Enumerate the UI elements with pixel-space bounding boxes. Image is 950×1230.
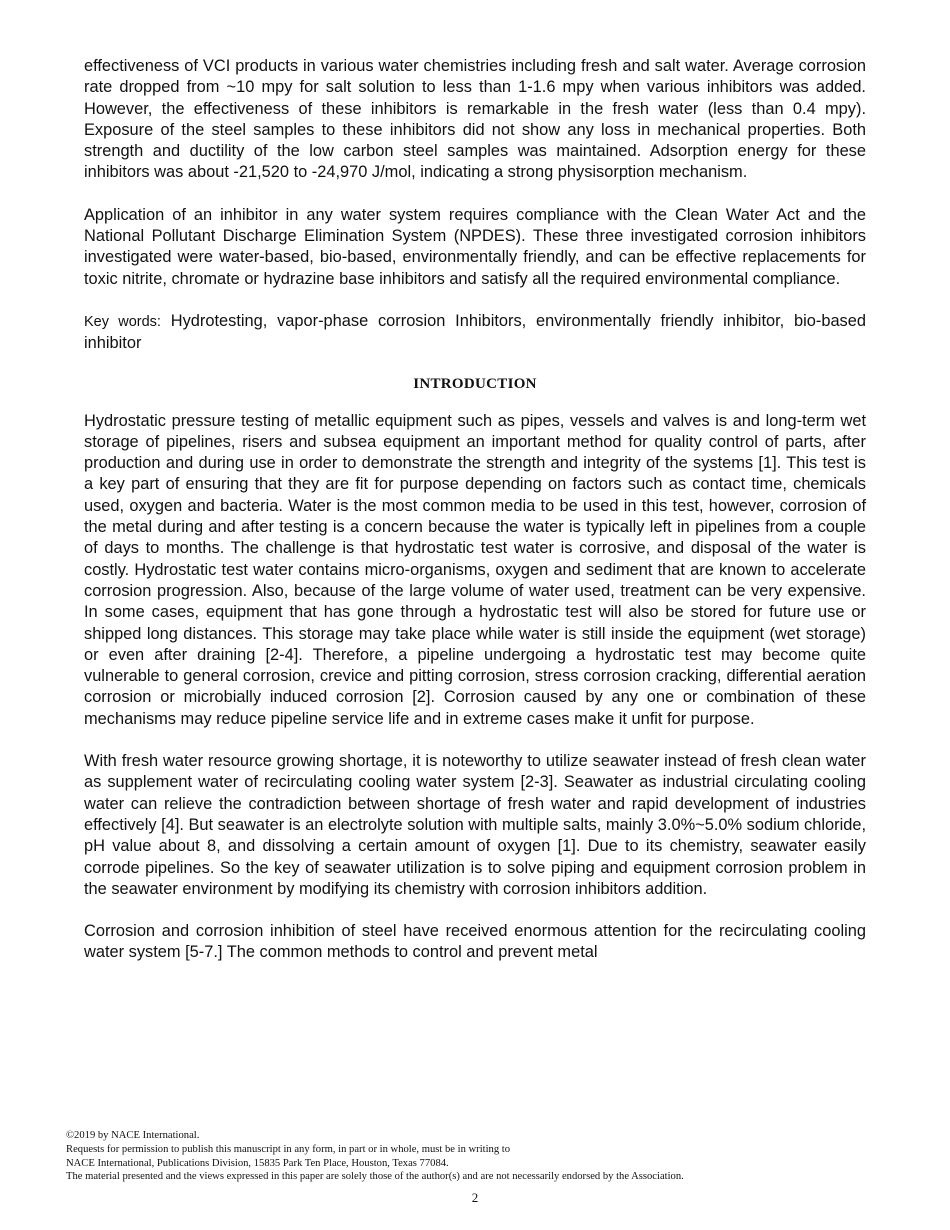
- footer-disclaimer: The material presented and the views expressed in this paper are solely those of the author(s) and are not necessarily endorsed by the Association.: [66, 1171, 684, 1183]
- paragraph-corrosion-inhibition: Corrosion and corrosion inhibition of steel have received enormous attention for the recirculating cooling water system [5-7.] The common methods to control and prevent metal: [84, 922, 866, 962]
- page-number: 2: [471, 1190, 479, 1205]
- page-body: [84, 56, 866, 985]
- section-heading-introduction: INTRODUCTION: [413, 375, 537, 392]
- intro-part-1: Hydrostatic pressure testing of metallic equipment such as pipes, vessels and valves is and long-term wet storage of pipelines, risers and subsea equipment an important method for quality control of parts, after production and during use in order to demonstrate the strength and integrity of the systems [1]. This test is a key part of ensuring that they are fit for purpose depending on factors such as contact time, chemicals used, oxygen and bacteria. Water is the most common media to be used in this test, however, corrosion of the metal during and after testing is a concern because the water is typically left in pipelines from a couple of days to months. The challenge is that hydrostatic test water is corrosive, and disposal of the water is costly. Hydrostatic test water contains micro-organisms, oxygen and sediment that are known to accelerate corrosion progression. Also, because of the large volume of water used, treatment can be very expensive. In some cases, equipment that has gone through a hydrostatic test will also be stored for future use or shipped long distances. This storage may take place while water is still inside the equipment (wet storage) or even after draining [2-4].: [84, 411, 866, 664]
- footer-address: NACE International, Publications Division, 15835 Park Ten Place, Houston, Texas 77084.: [66, 1157, 449, 1169]
- keywords-label: Key words:: [84, 313, 161, 330]
- keywords-paragraph: [84, 311, 866, 355]
- keywords-text: Hydrotesting, vapor-phase corrosion Inhibitors, environmentally friendly inhibitor, bio-based inhibitor: [84, 311, 866, 353]
- footer: [66, 1129, 886, 1184]
- footer-requests: Requests for permission to publish this manuscript in any form, in part or in whole, must be in writing to: [66, 1143, 511, 1155]
- paragraph-environmental-compliance: Application of an inhibitor in any water system requires compliance with the Clean Water Act and the National Pollutant Discharge Elimination System (NPDES). These three investigated corrosion inhibitors investigated were water-based, bio-based, environmentally friendly, and can be effective replacements for toxic nitrite, chromate or hydrazine base inhibitors and satisfy all the required environmental compliance.: [84, 205, 866, 288]
- paragraph-vci-effectiveness: effectiveness of VCI products in various water chemistries including fresh and salt water. Average corrosion rate dropped from ~10 mpy for salt solution to less than 1-1.6 mpy when various inhibitors was added. However, the effectiveness of these inhibitors is remarkable in the fresh water (less than 0.4 mpy). Exposure of the steel samples to these inhibitors did not show any loss in mechanical properties. Both strength and ductility of the low carbon steel samples was maintained. Adsorption energy for these inhibitors was about -21,520 to -24,970 J/mol, indicating a strong physisorption mechanism.: [84, 57, 866, 182]
- footer-copyright: ©2019 by NACE International.: [66, 1130, 200, 1141]
- paragraph-seawater: With fresh water resource growing shortage, it is noteworthy to utilize seawater instead of fresh clean water as supplement water of recirculating cooling water system [2-3]. Seawater as industrial circulating cooling water can relieve the contradiction between shortage of fresh water and rapid development of industries effectively [4]. But seawater is an electrolyte solution with multiple salts, mainly 3.0%~5.0% sodium chloride, pH value about 8, and dissolving a certain amount of oxygen [1]. Due to its chemistry, seawater easily corrode pipelines. So the key of seawater utilization is to solve piping and equipment corrosion problem in the seawater environment by modifying its chemistry with corrosion inhibitors addition.: [84, 752, 866, 898]
- paragraph-introduction: [84, 411, 866, 730]
- intro-part-2: Therefore, a pipeline undergoing a hydrostatic test may become quite vulnerable to general corrosion, crevice and pitting corrosion, stress corrosion cracking, differential aeration corrosion or microbially induced corrosion [2]. Corrosion caused by any one or combination of these mechanisms may reduce pipeline service life and in extreme cases make it unfit for purpose.: [84, 645, 866, 728]
